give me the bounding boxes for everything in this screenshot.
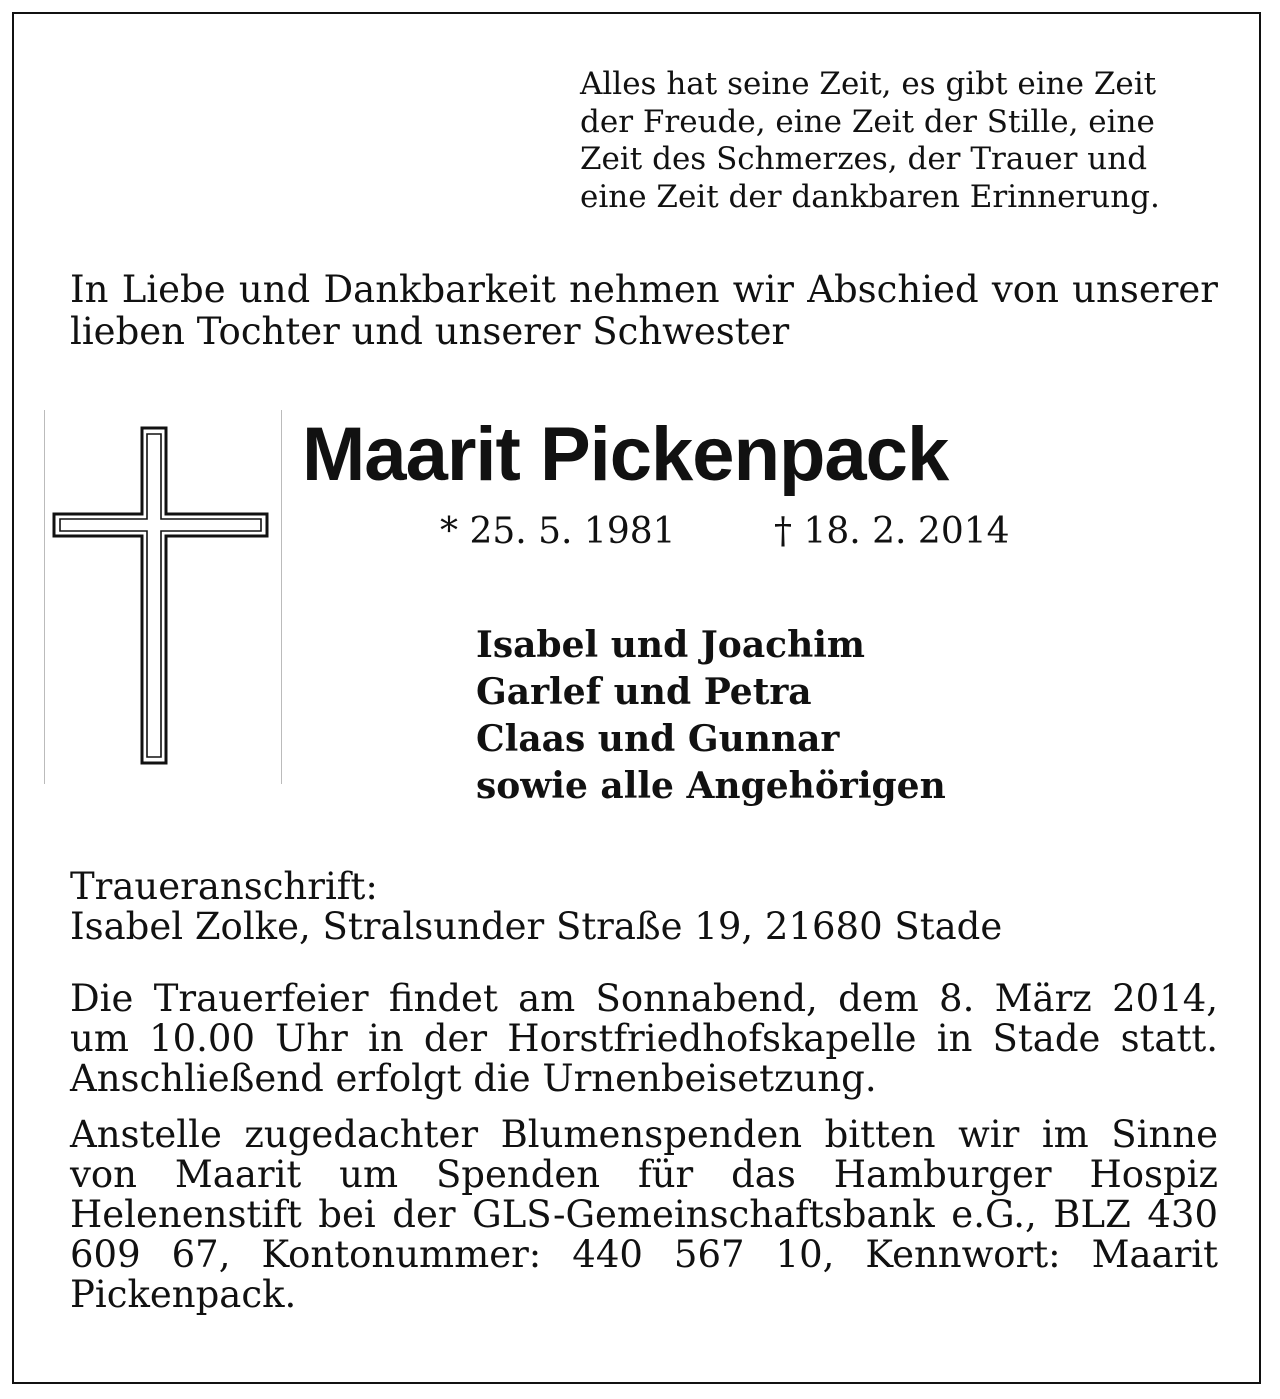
mourner-line: Claas und Gunnar [476,718,840,760]
cross-icon [45,410,283,784]
mourner-line: sowie alle Angehörigen [476,765,946,807]
motto-quote: Alles hat seine Zeit, es gibt eine Zeit der Freude, eine Zeit der Stille, eine Zeit des Schmerzes, der Trauer und eine Zeit der dankbaren Erinnerung. [580,66,1160,215]
cross-frame [44,410,282,784]
obituary-notice [12,12,1261,1384]
mourning-address [70,867,1002,947]
death-date: † 18. 2. 2014 [774,511,1010,552]
address-line: Isabel Zolke, Stralsunder Straße 19, 21680 Stade [70,905,1003,948]
birth-date: * 25. 5. 1981 [440,511,676,552]
address-label: Traueranschrift: [70,865,378,908]
mourners-list [476,622,946,810]
funeral-info: Die Trauerfeier findet am Sonnabend, dem 8. März 2014, um 10.00 Uhr in der Horstfriedhofskapelle in Stade statt. Anschließend erfolgt die Urnenbeisetzung. [70,977,1218,1100]
donation-request: Anstelle zugedachter Blumenspenden bitten wir im Sinne von Maarit um Spenden für das Hamburger Hospiz Helenenstift bei der GLS-Gemeinschaftsbank e.G., BLZ 430 609 67, Kontonummer: 440 567 10, Kennwort: Maarit Pickenpack. [70,1113,1218,1316]
deceased-name: Maarit Pickenpack [302,412,949,497]
intro-text: In Liebe und Dankbarkeit nehmen wir Abschied von unserer lieben Tochter und unserer Schwester [70,268,1218,353]
mourner-line: Garlef und Petra [476,671,812,713]
mourner-line: Isabel und Joachim [476,624,866,666]
